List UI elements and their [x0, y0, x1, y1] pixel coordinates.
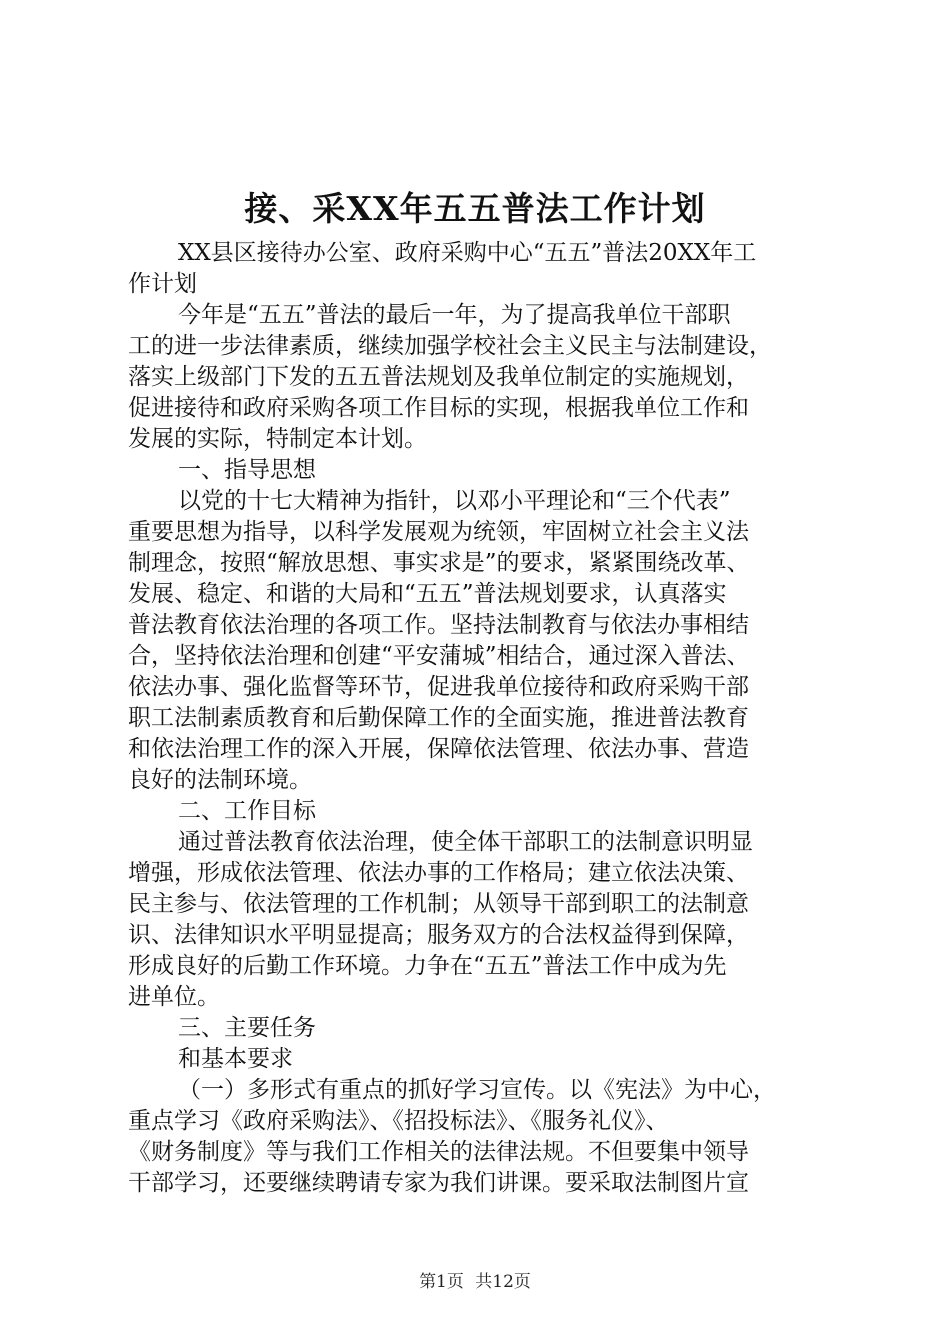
body-line: （一）多形式有重点的抓好学习宣传。以《宪法》为中心，: [178, 1077, 776, 1103]
body-line: XX县区接待办公室、政府采购中心“五五”普法20XX年工: [178, 240, 757, 266]
body-line: 制理念，按照“解放思想、事实求是”的要求，紧紧围绕改革、: [128, 550, 750, 576]
body-line: 作计划: [128, 271, 197, 297]
body-line: 促进接待和政府采购各项工作目标的实现，根据我单位工作和: [128, 395, 749, 421]
section-heading: 二、工作目标: [178, 798, 316, 824]
body-line: 依法办事、强化监督等环节，促进我单位接待和政府采购干部: [128, 674, 749, 700]
body-line: 重点学习《政府采购法》、《招投标法》、《服务礼仪》、: [128, 1108, 669, 1134]
body-line: 普法教育依法治理的各项工作。坚持法制教育与依法办事相结: [128, 612, 749, 638]
body-line: 工的进一步法律素质，继续加强学校社会主义民主与法制建设，: [128, 333, 772, 359]
body-line: 进单位。: [128, 984, 220, 1010]
page-total: 共12页: [475, 1272, 531, 1292]
body-line: 重要思想为指导，以科学发展观为统领，牢固树立社会主义法: [128, 519, 749, 545]
body-line: 干部学习，还要继续聘请专家为我们讲课。要采取法制图片宣: [128, 1170, 749, 1196]
body-line: 落实上级部门下发的五五普法规划及我单位制定的实施规划，: [128, 364, 749, 390]
body-line: 职工法制素质教育和后勤保障工作的全面实施，推进普法教育: [128, 705, 749, 731]
section-heading: 一、指导思想: [178, 457, 316, 483]
document-title: 接、采XX年五五普法工作计划: [244, 189, 706, 228]
body-line: 《财务制度》等与我们工作相关的法律法规。不但要集中领导: [128, 1139, 749, 1165]
section-heading: 和基本要求: [178, 1046, 293, 1072]
body-line: 通过普法教育依法治理，使全体干部职工的法制意识明显: [178, 829, 753, 855]
body-line: 民主参与、依法管理的工作机制；从领导干部到职工的法制意: [128, 891, 749, 917]
page-number: 第1页: [419, 1272, 464, 1292]
body-line: 合，坚持依法治理和创建“平安蒲城”相结合，通过深入普法、: [128, 643, 750, 669]
body-line: 良好的法制环境。: [128, 767, 312, 793]
page-footer: [0, 1270, 950, 1294]
section-heading: 三、主要任务: [178, 1015, 316, 1041]
body-line: 今年是“五五”普法的最后一年，为了提高我单位干部职: [178, 302, 731, 328]
body-line: 以党的十七大精神为指针，以邓小平理论和“三个代表”: [178, 488, 731, 514]
body-line: 形成良好的后勤工作环境。力争在“五五”普法工作中成为先: [128, 953, 727, 979]
body-line: 发展的实际，特制定本计划。: [128, 426, 427, 452]
document-body: [128, 238, 838, 1199]
body-line: 识、法律知识水平明显提高；服务双方的合法权益得到保障，: [128, 922, 749, 948]
body-line: 发展、稳定、和谐的大局和“五五”普法规划要求，认真落实: [128, 581, 727, 607]
body-line: 增强，形成依法管理、依法办事的工作格局；建立依法决策、: [128, 860, 749, 886]
body-line: 和依法治理工作的深入开展，保障依法管理、依法办事、营造: [128, 736, 749, 762]
